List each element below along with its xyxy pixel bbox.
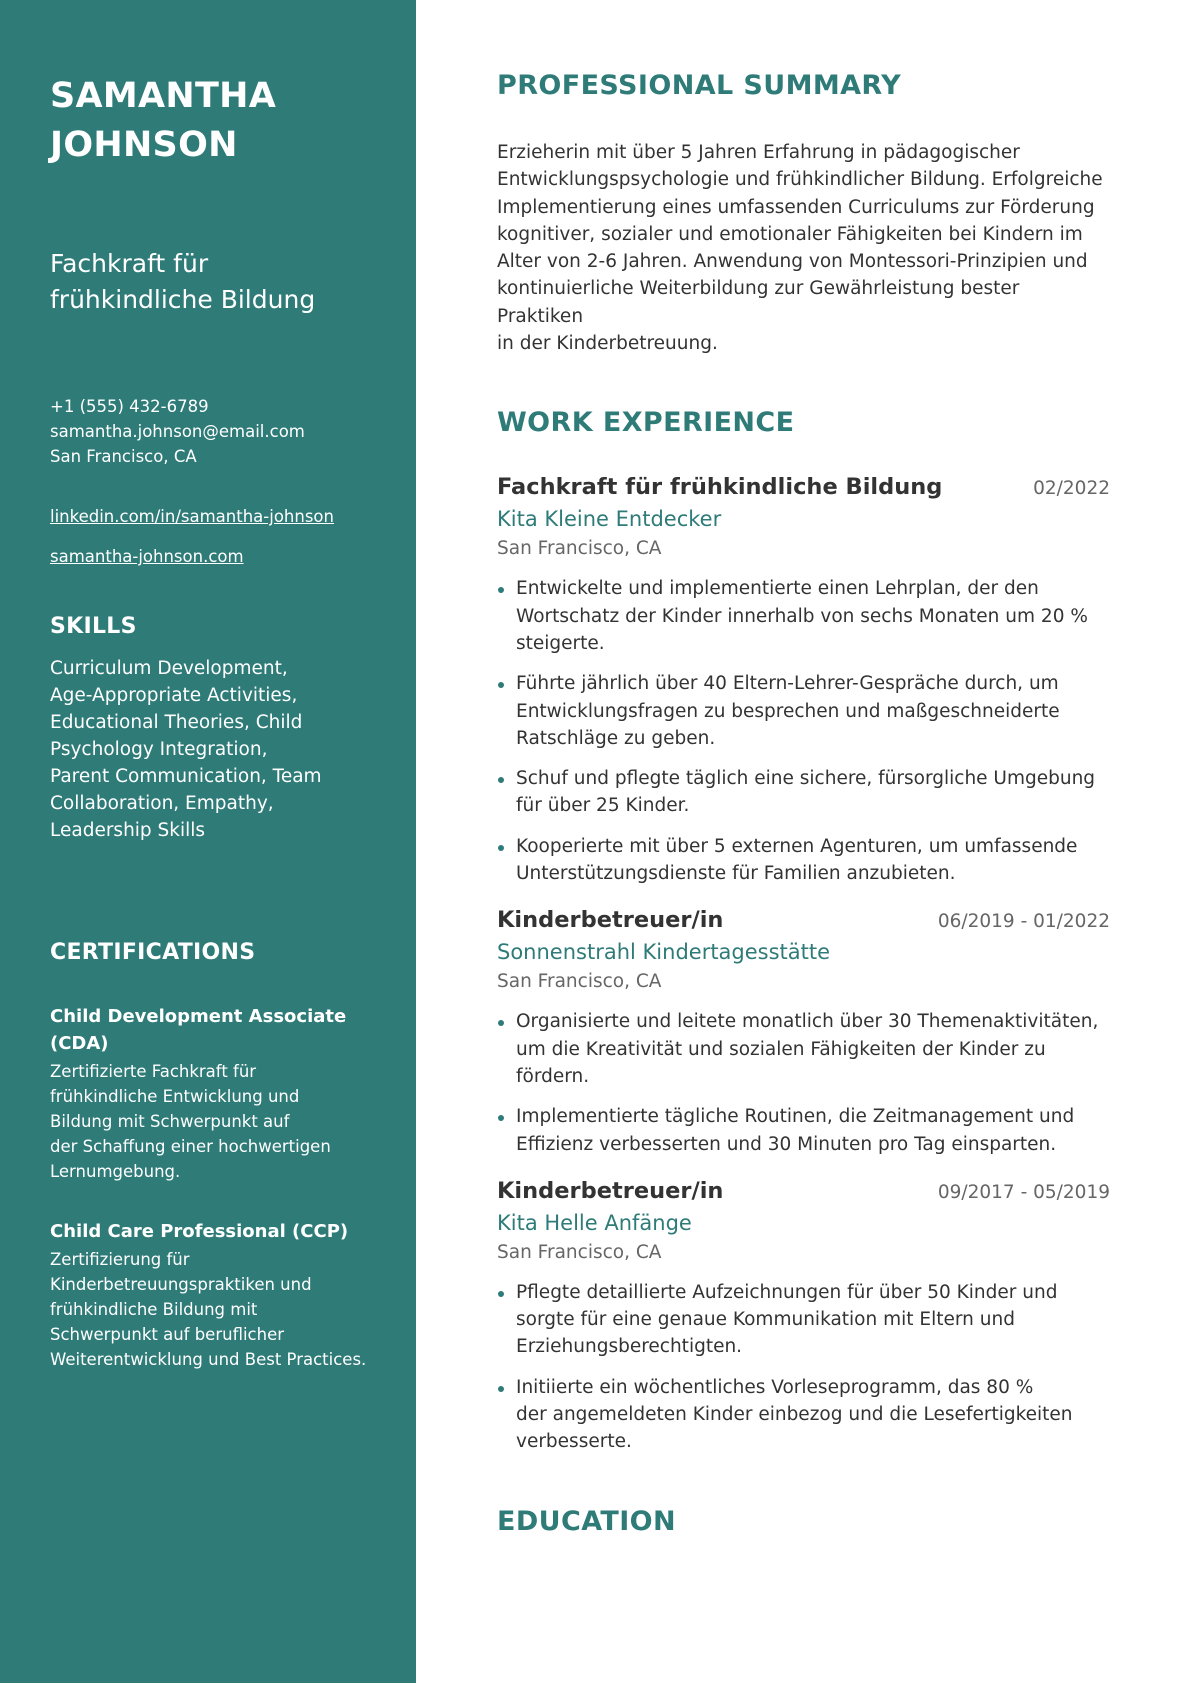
summary-text (497, 139, 1110, 357)
cert-desc-line: Zertifizierung für (50, 1250, 190, 1269)
skills-line: Parent Communication, Team (50, 766, 322, 787)
job-date: 02/2022 (1033, 478, 1110, 500)
cert-desc-line: der Schaffung einer hochwertigen (50, 1137, 331, 1156)
skills-line: Educational Theories, Child (50, 712, 303, 733)
job-location: San Francisco, CA (497, 971, 662, 993)
cert-desc-line: frühkindliche Bildung mit (50, 1300, 258, 1319)
cert-name-line: Child Development Associate (50, 1006, 347, 1027)
bullet-item (497, 1374, 1110, 1456)
profile-links (50, 504, 376, 569)
skills-heading: SKILLS (50, 614, 137, 639)
title-line: frühkindliche Bildung (50, 285, 316, 314)
summary-line: kognitiver, sozialer und emotionaler Fähigkeiten bei Kindern im (497, 223, 1083, 245)
job-title: Kinderbetreuer/in (497, 1177, 724, 1204)
job-title: Kinderbetreuer/in (497, 907, 724, 934)
summary-line: Entwicklungspsychologie und frühkindlicher Bildung. Erfolgreiche (497, 169, 1103, 191)
main-content (416, 0, 1190, 1683)
bullet-line: Initiierte ein wöchentliches Vorleseprogramm, das 80 % (516, 1376, 1034, 1398)
name-line: SAMANTHA (50, 76, 277, 116)
bullet-line: Kooperierte mit über 5 externen Agenturen, um umfassende (516, 835, 1078, 857)
phone-number: +1 (555) 432-6789 (50, 397, 209, 416)
bullet-line: Ratschläge zu geben. (516, 727, 716, 749)
job-entry (497, 907, 1110, 1157)
bullet-line: sorgte für eine genaue Kommunikation mit Eltern und (516, 1309, 1015, 1331)
summary-line: Implementierung eines umfassenden Curriculums zur Förderung (497, 196, 1095, 218)
education-heading: EDUCATION (497, 1505, 677, 1537)
job-entry (497, 1178, 1110, 1456)
cert-desc-line: Zertifizierte Fachkraft für (50, 1062, 257, 1081)
location: San Francisco, CA (50, 447, 197, 466)
bullet-line: der angemeldeten Kinder einbezog und die Lesefertigkeiten (516, 1404, 1073, 1426)
cert-desc-line: Weiterentwicklung und Best Practices. (50, 1350, 367, 1369)
summary-line: in der Kinderbetreuung. (497, 333, 718, 355)
bullet-line: Unterstützungsdienste für Familien anzubieten. (516, 863, 956, 885)
certifications-heading: CERTIFICATIONS (50, 940, 256, 965)
email-address: samantha.johnson@email.com (50, 422, 305, 441)
skills-line: Psychology Integration, (50, 739, 268, 760)
bullet-item (497, 833, 1110, 888)
cert-name-line: (CDA) (50, 1033, 109, 1054)
bullet-line: steigerte. (516, 632, 605, 654)
certification-description (50, 1059, 376, 1184)
certification-description (50, 1247, 376, 1372)
cert-desc-line: Bildung mit Schwerpunkt auf (50, 1112, 290, 1131)
summary-line: kontinuierliche Weiterbildung zur Gewährleistung bester Praktiken (497, 278, 1020, 327)
cert-desc-line: Kinderbetreuungspraktiken und (50, 1275, 312, 1294)
bullet-item (497, 670, 1110, 752)
contact-info (50, 394, 376, 469)
skills-line: Collaboration, Empathy, (50, 793, 274, 814)
certification-item (50, 1218, 376, 1372)
bullet-item (497, 765, 1110, 820)
company-name: Kita Helle Anfänge (497, 1210, 692, 1235)
job-bullets (497, 575, 1110, 887)
bullet-item (497, 1279, 1110, 1361)
bullet-line: Entwickelte und implementierte einen Lehrplan, der den (516, 578, 1039, 600)
job-entry (497, 474, 1110, 887)
job-header (497, 907, 1110, 933)
bullet-line: Entwicklungsfragen zu besprechen und maßgeschneiderte (516, 700, 1060, 722)
cert-desc-line: Lernumgebung. (50, 1162, 181, 1181)
certification-name (50, 1218, 376, 1245)
bullet-line: Erziehungsberechtigten. (516, 1336, 743, 1358)
work-experience-heading: WORK EXPERIENCE (497, 407, 795, 439)
cert-desc-line: Schwerpunkt auf beruflicher (50, 1325, 285, 1344)
job-location: San Francisco, CA (497, 1241, 662, 1263)
sidebar (0, 0, 416, 1683)
summary-line: Alter von 2-6 Jahren. Anwendung von Montessori-Prinzipien und (497, 251, 1088, 273)
linkedin-link[interactable]: linkedin.com/in/samantha-johnson (50, 507, 334, 526)
bullet-line: Organisierte und leitete monatlich über 30 Themenaktivitäten, (516, 1011, 1099, 1033)
bullet-item (497, 1103, 1110, 1158)
company-name: Kita Kleine Entdecker (497, 507, 722, 532)
website-link[interactable]: samantha-johnson.com (50, 547, 244, 566)
bullet-line: Schuf und pflegte täglich eine sichere, fürsorgliche Umgebung (516, 768, 1096, 790)
bullet-item (497, 575, 1110, 657)
name-line: JOHNSON (50, 125, 238, 165)
skills-line: Curriculum Development, (50, 658, 288, 679)
job-title: Fachkraft für frühkindliche Bildung (497, 474, 943, 501)
job-header (497, 474, 1110, 500)
bullet-line: Führte jährlich über 40 Eltern-Lehrer-Gespräche durch, um (516, 673, 1059, 695)
job-header (497, 1178, 1110, 1204)
bullet-line: für über 25 Kinder. (516, 795, 690, 817)
title-line: Fachkraft für (50, 249, 209, 278)
job-date: 06/2019 - 01/2022 (937, 911, 1110, 933)
bullet-line: um die Kreativität und sozialen Fähigkeiten der Kinder zu (516, 1038, 1046, 1060)
cert-name-line: Child Care Professional (CCP) (50, 1221, 349, 1242)
job-bullets (497, 1279, 1110, 1456)
bullet-line: Pflegte detaillierte Aufzeichnungen für über 50 Kinder und (516, 1281, 1058, 1303)
candidate-name (50, 72, 376, 170)
certification-item (50, 1003, 376, 1184)
summary-line: Erzieherin mit über 5 Jahren Erfahrung in pädagogischer (497, 142, 1020, 163)
skills-line: Leadership Skills (50, 820, 206, 841)
bullet-line: Implementierte tägliche Routinen, die Zeitmanagement und (516, 1106, 1075, 1128)
skills-list (50, 655, 376, 844)
cert-desc-line: frühkindliche Entwicklung und (50, 1087, 300, 1106)
job-location: San Francisco, CA (497, 538, 662, 560)
company-name: Sonnenstrahl Kindertagesstätte (497, 940, 831, 965)
bullet-line: Wortschatz der Kinder innerhalb von sechs Monaten um 20 % (516, 605, 1088, 627)
bullet-line: fördern. (516, 1065, 590, 1087)
bullet-line: verbesserte. (516, 1431, 632, 1453)
certification-name (50, 1003, 376, 1057)
summary-heading: PROFESSIONAL SUMMARY (497, 70, 902, 101)
job-date: 09/2017 - 05/2019 (937, 1181, 1110, 1203)
bullet-item (497, 1008, 1110, 1090)
job-bullets (497, 1008, 1110, 1157)
bullet-line: Effizienz verbesserten und 30 Minuten pro Tag einsparten. (516, 1133, 1057, 1155)
skills-line: Age-Appropriate Activities, (50, 685, 298, 706)
job-title-headline (50, 246, 376, 318)
